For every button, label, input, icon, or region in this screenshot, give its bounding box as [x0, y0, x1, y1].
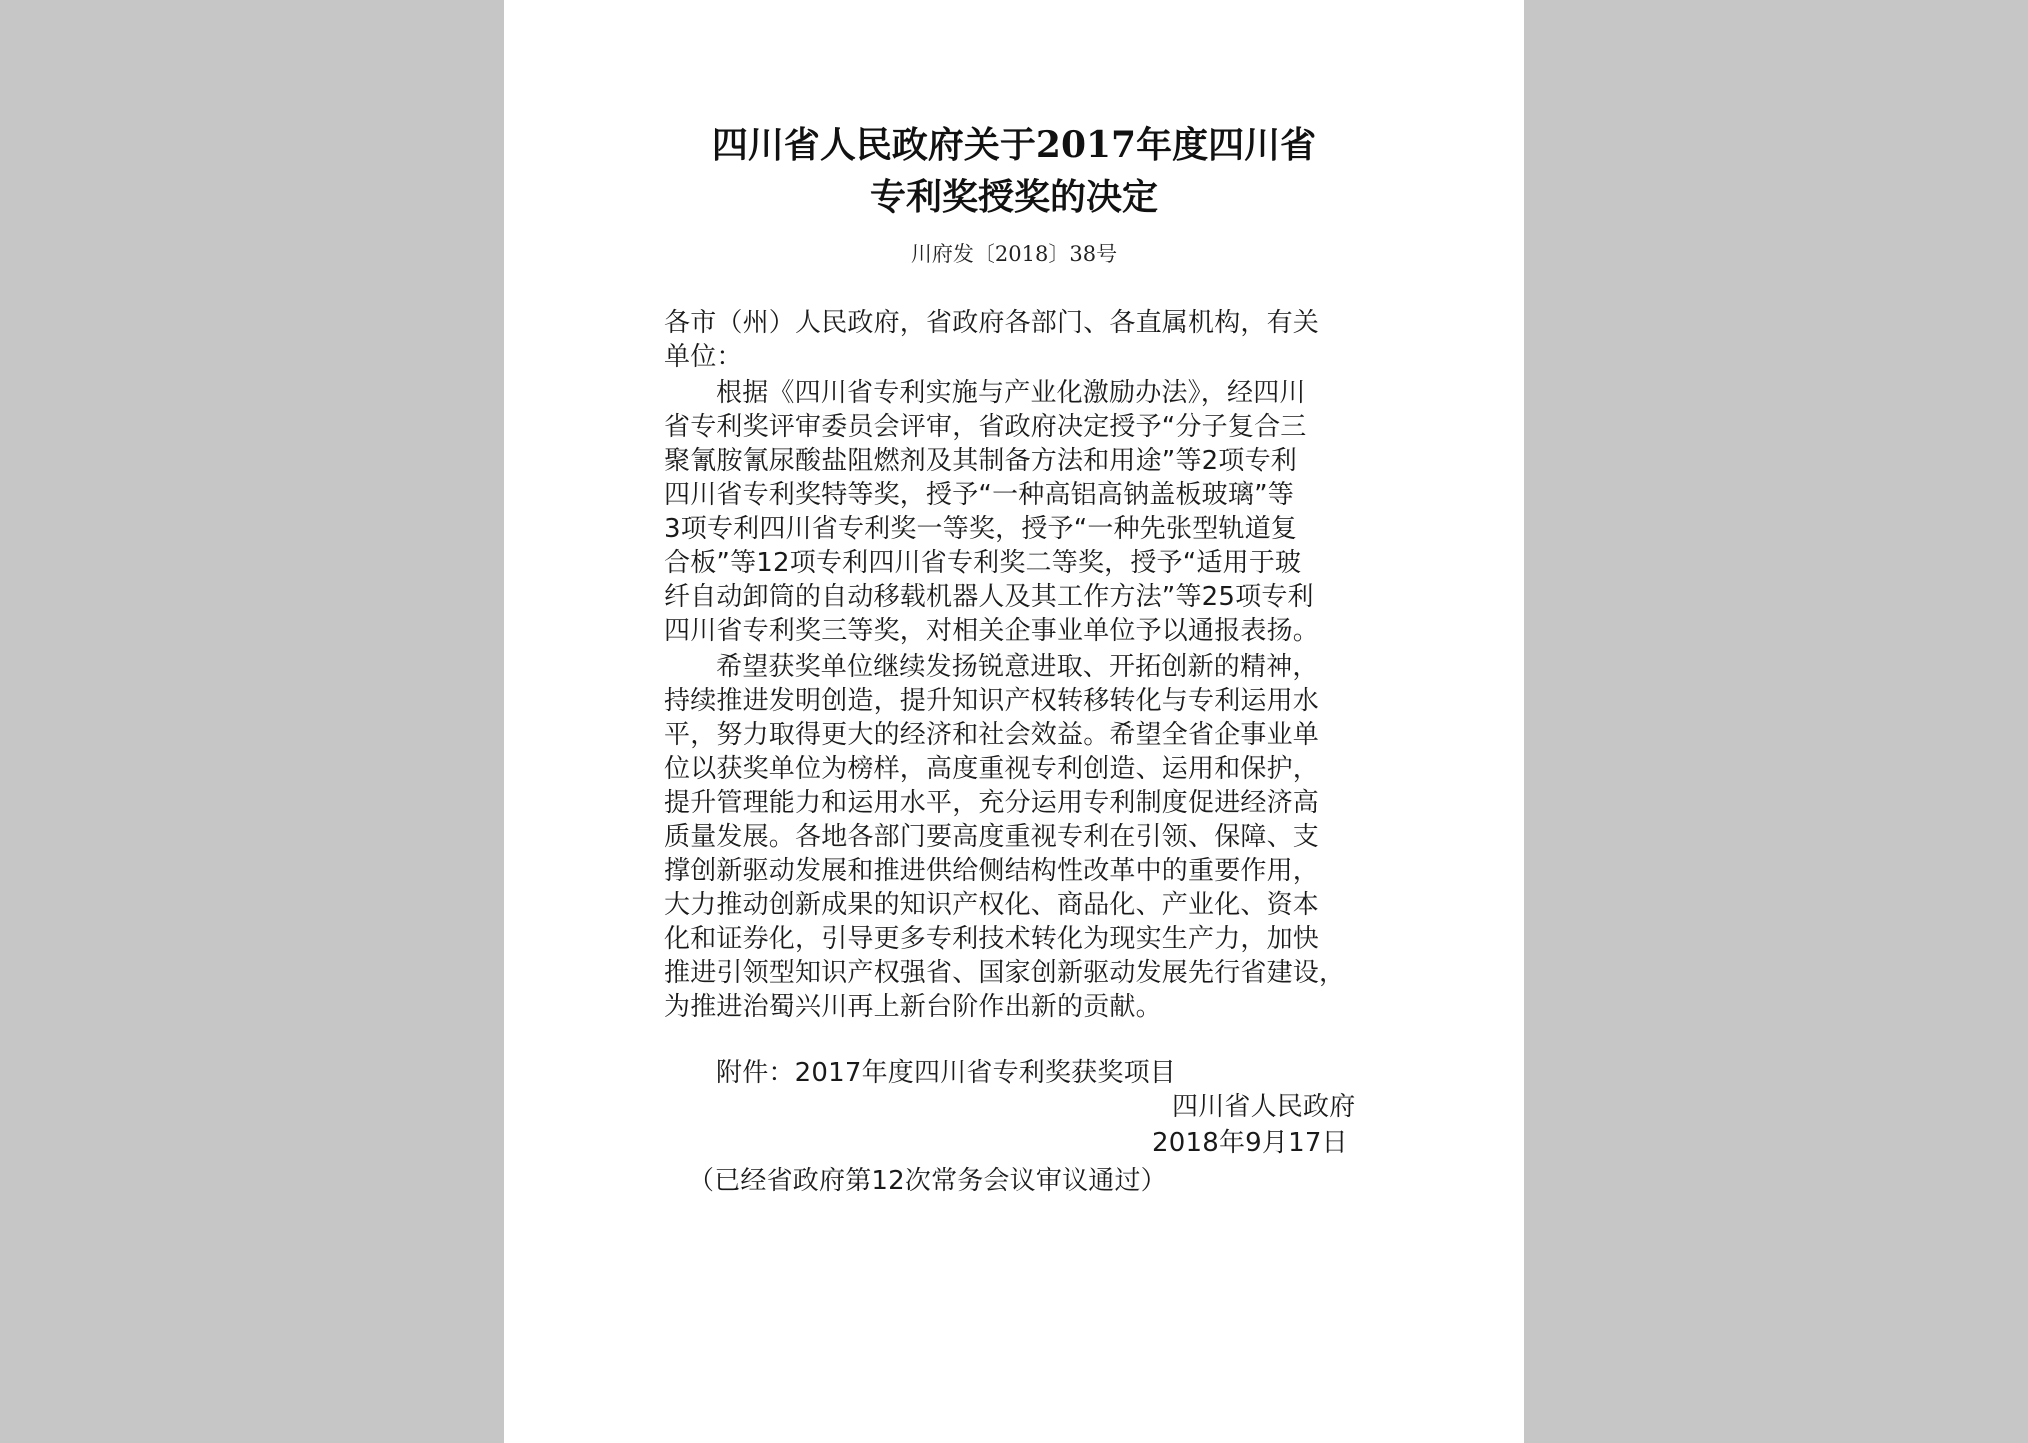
document-title-line-2: 专利奖授奖的决定: [869, 176, 1158, 218]
paragraph-line: 化和证券化，引导更多专利技术转化为现实生产力，加快: [664, 924, 1320, 954]
paragraph-line: 纤自动卸筒的自动移载机器人及其工作方法”等25项专利: [664, 582, 1314, 612]
document-page: [504, 0, 1524, 1443]
paragraph-line: 平，努力取得更大的经济和社会效益。希望全省企事业单: [664, 720, 1320, 750]
paragraph-line: 持续推进发明创造，提升知识产权转移转化与专利运用水: [664, 686, 1320, 716]
paragraph-line: 四川省专利奖三等奖，对相关企事业单位予以通报表扬。: [664, 616, 1320, 646]
attachment-line: 附件：2017年度四川省专利奖获奖项目: [716, 1058, 1176, 1088]
paragraph-line: 聚氰胺氰尿酸盐阻燃剂及其制备方法和用途”等2项专利: [664, 446, 1298, 476]
paragraph-line: 撑创新驱动发展和推进供给侧结构性改革中的重要作用，: [664, 856, 1320, 886]
signature-date: 2018年9月17日: [1152, 1128, 1348, 1158]
paragraph-line: 四川省专利奖特等奖，授予“一种高铝高钠盖板玻璃”等: [664, 480, 1294, 510]
document-number: 川府发〔2018〕38号: [910, 242, 1118, 266]
paragraph-line: 合板”等12项专利四川省专利奖二等奖，授予“适用于玻: [664, 548, 1302, 578]
paragraph-line: 希望获奖单位继续发扬锐意进取、开拓创新的精神，: [716, 652, 1319, 682]
paragraph-line: 根据《四川省专利实施与产业化激励办法》，经四川: [716, 378, 1306, 408]
salutation-line: 各市（州）人民政府，省政府各部门、各直属机构，有关: [664, 308, 1320, 338]
paragraph-line: 位以获奖单位为榜样，高度重视专利创造、运用和保护，: [664, 754, 1320, 784]
paragraph-line: 大力推动创新成果的知识产权化、商品化、产业化、资本: [664, 890, 1320, 920]
paragraph-line: 质量发展。各地各部门要高度重视专利在引领、保障、支: [664, 822, 1320, 852]
paragraph-line: 省专利奖评审委员会评审，省政府决定授予“分子复合三: [664, 412, 1307, 442]
paragraph-line: 3项专利四川省专利奖一等奖，授予“一种先张型轨道复: [664, 514, 1298, 544]
paragraph-line: 提升管理能力和运用水平，充分运用专利制度促进经济高: [664, 788, 1320, 818]
paragraph-line: 推进引领型知识产权强省、国家创新驱动发展先行省建设，: [664, 958, 1346, 988]
salutation-line: 单位：: [664, 342, 743, 372]
signature-organization: 四川省人民政府: [1172, 1092, 1356, 1122]
approval-note: （已经省政府第12次常务会议审议通过）: [688, 1166, 1167, 1196]
document-title-line-1: 四川省人民政府关于2017年度四川省: [711, 124, 1317, 166]
paragraph-line: 为推进治蜀兴川再上新台阶作出新的贡献。: [664, 992, 1162, 1022]
